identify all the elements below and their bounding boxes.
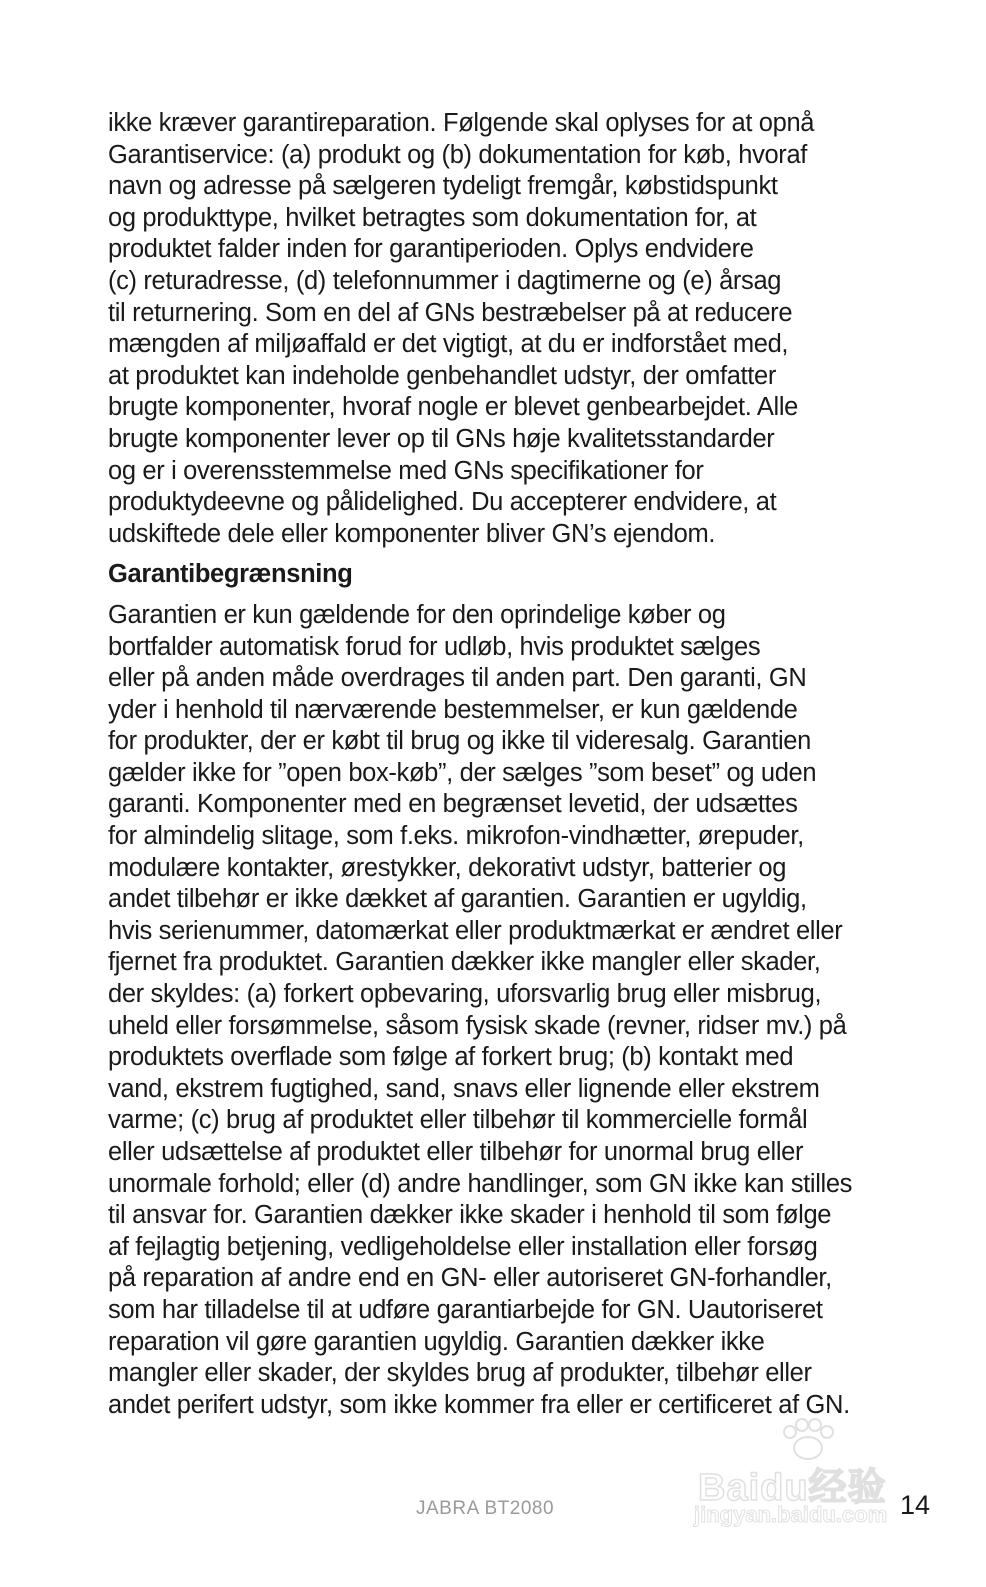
paragraph2-line: eller udsættelse af produktet eller tilbehør for unormal brug eller: [108, 1138, 804, 1166]
paragraph2-line: af fejlagtig betjening, vedligeholdelse eller installation eller forsøg: [108, 1232, 818, 1261]
paragraph-warranty-limitation: [108, 600, 878, 1421]
paragraph1-line: produktet falder inden for garantiperioden. Oplys endvidere: [108, 235, 754, 264]
paragraph2-line: modulære kontakter, ørestykker, dekorativt udstyr, batterier og: [108, 853, 787, 882]
paragraph1-line: brugte komponenter lever op til GNs høje kvalitetsstandarder: [108, 424, 775, 453]
paragraph2-line: vand, ekstrem fugtighed, sand, snavs eller lignende eller ekstrem: [108, 1074, 820, 1103]
paragraph2-line: produktets overflade som følge af forkert brug; (b) kontakt med: [108, 1043, 794, 1072]
paragraph1-line: brugte komponenter, hvoraf nogle er blevet genbearbejdet. Alle: [108, 393, 798, 422]
watermark-logo-text: Baidu经验: [698, 1467, 887, 1509]
paragraph2-line: varme; (c) brug af produktet eller tilbehør til kommercielle formål: [108, 1106, 808, 1135]
paragraph2-line: for almindelig slitage, som f.eks. mikrofon-vindhætter, ørepuder,: [108, 822, 804, 851]
paragraph2-line: garanti. Komponenter med en begrænset levetid, der udsættes: [108, 790, 798, 819]
paragraph2-line: mangler eller skader, der skyldes brug af produkter, tilbehør eller: [108, 1359, 812, 1388]
paragraph2-line: uheld eller forsømmelse, såsom fysisk skade (revner, ridser mv.) på: [108, 1011, 847, 1040]
paragraph1-line: og produkttype, hvilket betragtes som dokumentation for, at: [108, 203, 757, 232]
paragraph2-line: som har tilladelse til at udføre garantiarbejde for GN. Uautoriseret: [108, 1295, 823, 1324]
footer-product-label: JABRA BT2080: [416, 1498, 555, 1519]
paragraph2-line: unormale forhold; eller (d) andre handlinger, som GN ikke kan stilles: [108, 1169, 853, 1198]
page-number: 14: [900, 1490, 931, 1520]
paragraph1-line: ikke kræver garantireparation. Følgende skal oplyses for at opnå: [108, 109, 815, 137]
paragraph1-line: at produktet kan indeholde genbehandlet udstyr, der omfatter: [108, 361, 776, 390]
paragraph-warranty-service: [108, 108, 878, 550]
paragraph1-line: til returnering. Som en del af GNs bestræbelser på at reducere: [108, 298, 793, 327]
paragraph2-line: gælder ikke for ”open box-køb”, der sælges ”som beset” og uden: [108, 758, 817, 787]
paragraph1-line: navn og adresse på sælgeren tydeligt fremgår, købstidspunkt: [108, 172, 778, 201]
paragraph1-line: udskiftede dele eller komponenter bliver GN’s ejendom.: [108, 519, 716, 548]
paragraph2-line: bortfalder automatisk forud for udløb, hvis produktet sælges: [108, 632, 761, 661]
paragraph2-line: eller på anden måde overdrages til anden part. Den garanti, GN: [108, 664, 807, 693]
paragraph2-line: yder i henhold til nærværende bestemmelser, er kun gældende: [108, 695, 798, 724]
paragraph1-line: produktydeevne og pålidelighed. Du accepterer endvidere, at: [108, 488, 777, 517]
paragraph2-line: andet perifert udstyr, som ikke kommer fra eller er certificeret af GN.: [108, 1390, 850, 1419]
paragraph2-line: hvis serienummer, datomærkat eller produktmærkat er ændret eller: [108, 916, 843, 945]
section-heading: Garantibegrænsning: [108, 560, 353, 589]
paragraph2-line: fjernet fra produktet. Garantien dækker ikke mangler eller skader,: [108, 948, 821, 977]
paragraph2-line: for produkter, der er købt til brug og ikke til videresalg. Garantien: [108, 727, 811, 756]
paragraph2-line: på reparation af andre end en GN- eller autoriseret GN-forhandler,: [108, 1264, 832, 1293]
page-content: [108, 108, 878, 1421]
paragraph1-line: mængden af miljøaffald er det vigtigt, at du er indforstået med,: [108, 330, 789, 359]
paragraph2-line: andet tilbehør er ikke dækket af garantien. Garantien er ugyldig,: [108, 885, 807, 914]
watermark-url-text: jingyan.baidu.com: [694, 1502, 888, 1527]
paragraph1-line: (c) returadresse, (d) telefonnummer i dagtimerne og (e) årsag: [108, 266, 782, 295]
paragraph2-line: der skyldes: (a) forkert opbevaring, uforsvarlig brug eller misbrug,: [108, 980, 822, 1009]
paragraph1-line: og er i overensstemmelse med GNs specifikationer for: [108, 456, 704, 485]
baidu-watermark: [690, 1418, 920, 1533]
paragraph1-line: Garantiservice: (a) produkt og (b) dokumentation for køb, hvoraf: [108, 140, 808, 169]
paragraph2-line: Garantien er kun gældende for den oprindelige køber og: [108, 600, 726, 629]
paragraph2-line: reparation vil gøre garantien ugyldig. Garantien dækker ikke: [108, 1327, 765, 1356]
paragraph2-line: til ansvar for. Garantien dækker ikke skader i henhold til som følge: [108, 1201, 832, 1230]
